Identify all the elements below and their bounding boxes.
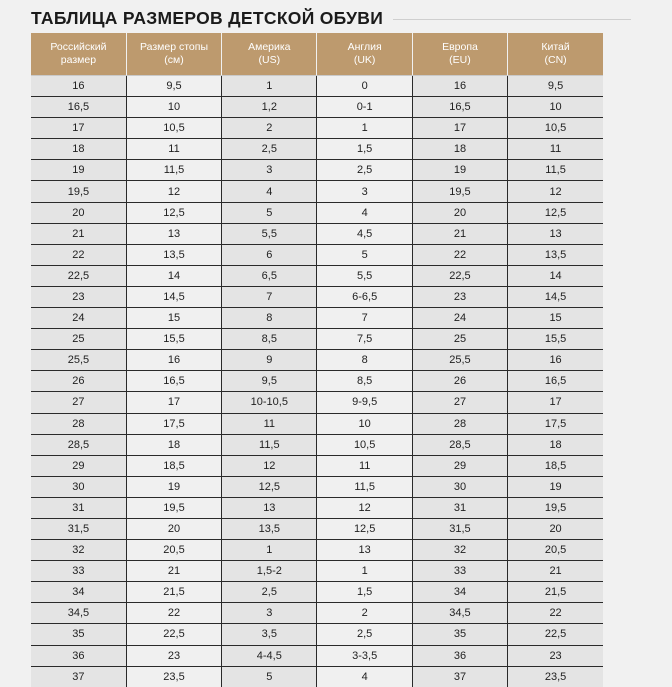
table-cell: 10,5 bbox=[508, 118, 603, 139]
table-cell: 37 bbox=[412, 666, 507, 687]
table-cell: 11,5 bbox=[222, 434, 317, 455]
table-cell: 23 bbox=[126, 645, 221, 666]
table-row bbox=[31, 540, 603, 561]
table-cell: 1 bbox=[222, 540, 317, 561]
table-cell: 2 bbox=[317, 603, 412, 624]
table-cell: 31,5 bbox=[412, 518, 507, 539]
table-row bbox=[31, 265, 603, 286]
table-cell: 16,5 bbox=[412, 97, 507, 118]
shoe-size-table bbox=[31, 33, 603, 687]
table-row bbox=[31, 561, 603, 582]
table-cell: 31 bbox=[31, 497, 126, 518]
table-row bbox=[31, 518, 603, 539]
table-cell: 0-1 bbox=[317, 97, 412, 118]
table-cell: 28,5 bbox=[412, 434, 507, 455]
table-cell: 9,5 bbox=[508, 76, 603, 97]
title-divider bbox=[393, 19, 631, 20]
table-cell: 22 bbox=[31, 244, 126, 265]
table-cell: 12 bbox=[126, 181, 221, 202]
table-cell: 23 bbox=[31, 286, 126, 307]
table-cell: 18,5 bbox=[126, 455, 221, 476]
table-cell: 19,5 bbox=[126, 497, 221, 518]
table-cell: 31 bbox=[412, 497, 507, 518]
table-cell: 4 bbox=[317, 202, 412, 223]
table-cell: 28 bbox=[412, 413, 507, 434]
table-cell: 13,5 bbox=[126, 244, 221, 265]
table-cell: 16 bbox=[508, 350, 603, 371]
table-cell: 11 bbox=[222, 413, 317, 434]
table-cell: 22 bbox=[412, 244, 507, 265]
column-header-subtitle: (см) bbox=[164, 54, 184, 66]
column-header-4 bbox=[317, 33, 412, 76]
table-cell: 12 bbox=[317, 497, 412, 518]
table-row bbox=[31, 160, 603, 181]
table-cell: 5 bbox=[222, 666, 317, 687]
table-cell: 30 bbox=[31, 476, 126, 497]
table-cell: 17,5 bbox=[508, 413, 603, 434]
table-cell: 16 bbox=[412, 76, 507, 97]
table-cell: 4-4,5 bbox=[222, 645, 317, 666]
table-cell: 17 bbox=[31, 118, 126, 139]
table-row bbox=[31, 582, 603, 603]
column-header-subtitle: (CN) bbox=[544, 54, 567, 66]
table-cell: 9-9,5 bbox=[317, 392, 412, 413]
column-header-title: Китай bbox=[541, 41, 570, 53]
table-row bbox=[31, 329, 603, 350]
table-cell: 26 bbox=[31, 371, 126, 392]
table-row bbox=[31, 286, 603, 307]
table-cell: 34,5 bbox=[31, 603, 126, 624]
table-cell: 11 bbox=[126, 139, 221, 160]
table-cell: 17 bbox=[126, 392, 221, 413]
table-cell: 11,5 bbox=[508, 160, 603, 181]
table-cell: 22,5 bbox=[31, 265, 126, 286]
table-cell: 17,5 bbox=[126, 413, 221, 434]
table-cell: 19,5 bbox=[31, 181, 126, 202]
table-cell: 9,5 bbox=[222, 371, 317, 392]
column-header-title: Америка bbox=[248, 41, 291, 53]
table-cell: 15 bbox=[126, 308, 221, 329]
table-cell: 28,5 bbox=[31, 434, 126, 455]
table-cell: 22 bbox=[508, 603, 603, 624]
table-cell: 22,5 bbox=[126, 624, 221, 645]
table-cell: 25 bbox=[412, 329, 507, 350]
table-cell: 21,5 bbox=[508, 582, 603, 603]
table-cell: 28 bbox=[31, 413, 126, 434]
table-row bbox=[31, 223, 603, 244]
table-row bbox=[31, 645, 603, 666]
column-header-3 bbox=[222, 33, 317, 76]
table-cell: 6 bbox=[222, 244, 317, 265]
table-cell: 14,5 bbox=[126, 286, 221, 307]
table-cell: 18 bbox=[126, 434, 221, 455]
table-cell: 1,5 bbox=[317, 582, 412, 603]
table-cell: 19 bbox=[126, 476, 221, 497]
table-cell: 12 bbox=[222, 455, 317, 476]
table-cell: 32 bbox=[31, 540, 126, 561]
table-cell: 21,5 bbox=[126, 582, 221, 603]
table-row bbox=[31, 76, 603, 97]
table-row bbox=[31, 413, 603, 434]
table-cell: 1,2 bbox=[222, 97, 317, 118]
table-cell: 13 bbox=[222, 497, 317, 518]
table-cell: 18,5 bbox=[508, 455, 603, 476]
table-cell: 3 bbox=[317, 181, 412, 202]
column-header-title: Размер стопы bbox=[139, 41, 208, 53]
table-cell: 23,5 bbox=[508, 666, 603, 687]
table-cell: 6,5 bbox=[222, 265, 317, 286]
table-cell: 3,5 bbox=[222, 624, 317, 645]
column-header-subtitle: (US) bbox=[258, 54, 281, 66]
table-row bbox=[31, 497, 603, 518]
table-cell: 11,5 bbox=[317, 476, 412, 497]
table-cell: 8 bbox=[222, 308, 317, 329]
table-cell: 27 bbox=[412, 392, 507, 413]
table-cell: 10 bbox=[317, 413, 412, 434]
table-cell: 15,5 bbox=[126, 329, 221, 350]
table-cell: 19 bbox=[508, 476, 603, 497]
table-cell: 8 bbox=[317, 350, 412, 371]
table-cell: 13 bbox=[126, 223, 221, 244]
table-body bbox=[31, 76, 603, 687]
table-cell: 13 bbox=[317, 540, 412, 561]
table-cell: 12,5 bbox=[222, 476, 317, 497]
table-row bbox=[31, 392, 603, 413]
table-row bbox=[31, 350, 603, 371]
table-cell: 15 bbox=[508, 308, 603, 329]
table-cell: 1 bbox=[317, 561, 412, 582]
table-cell: 21 bbox=[412, 223, 507, 244]
table-cell: 21 bbox=[31, 223, 126, 244]
table-cell: 34 bbox=[412, 582, 507, 603]
table-cell: 23 bbox=[508, 645, 603, 666]
table-cell: 19 bbox=[412, 160, 507, 181]
table-cell: 21 bbox=[126, 561, 221, 582]
table-row bbox=[31, 202, 603, 223]
table-cell: 30 bbox=[412, 476, 507, 497]
table-row bbox=[31, 244, 603, 265]
table-row bbox=[31, 308, 603, 329]
table-cell: 8,5 bbox=[317, 371, 412, 392]
table-cell: 20 bbox=[126, 518, 221, 539]
table-cell: 18 bbox=[412, 139, 507, 160]
table-row bbox=[31, 624, 603, 645]
table-cell: 29 bbox=[412, 455, 507, 476]
column-header-subtitle: размер bbox=[60, 54, 97, 66]
table-cell: 12,5 bbox=[317, 518, 412, 539]
table-cell: 10 bbox=[126, 97, 221, 118]
table-cell: 20 bbox=[412, 202, 507, 223]
table-cell: 16,5 bbox=[31, 97, 126, 118]
table-cell: 37 bbox=[31, 666, 126, 687]
table-cell: 4 bbox=[222, 181, 317, 202]
table-cell: 20,5 bbox=[508, 540, 603, 561]
table-cell: 4 bbox=[317, 666, 412, 687]
title-row bbox=[31, 6, 631, 30]
table-row bbox=[31, 118, 603, 139]
table-cell: 16,5 bbox=[508, 371, 603, 392]
table-row bbox=[31, 97, 603, 118]
table-cell: 31,5 bbox=[31, 518, 126, 539]
table-cell: 2,5 bbox=[317, 160, 412, 181]
table-cell: 7,5 bbox=[317, 329, 412, 350]
table-cell: 12 bbox=[508, 181, 603, 202]
table-cell: 20 bbox=[31, 202, 126, 223]
table-cell: 6-6,5 bbox=[317, 286, 412, 307]
table-cell: 25,5 bbox=[412, 350, 507, 371]
table-cell: 17 bbox=[412, 118, 507, 139]
table-header-row bbox=[31, 33, 603, 76]
table-cell: 17 bbox=[508, 392, 603, 413]
table-cell: 8,5 bbox=[222, 329, 317, 350]
table-cell: 10,5 bbox=[317, 434, 412, 455]
table-cell: 1 bbox=[317, 118, 412, 139]
table-cell: 2,5 bbox=[222, 139, 317, 160]
table-row bbox=[31, 603, 603, 624]
table-cell: 22,5 bbox=[412, 265, 507, 286]
table-row bbox=[31, 371, 603, 392]
table-cell: 18 bbox=[508, 434, 603, 455]
table-row bbox=[31, 455, 603, 476]
table-cell: 1,5 bbox=[317, 139, 412, 160]
table-header bbox=[31, 33, 603, 76]
column-header-2 bbox=[126, 33, 221, 76]
table-cell: 3 bbox=[222, 160, 317, 181]
table-cell: 14,5 bbox=[508, 286, 603, 307]
table-row bbox=[31, 476, 603, 497]
table-cell: 34 bbox=[31, 582, 126, 603]
column-header-1 bbox=[31, 33, 126, 76]
table-cell: 11,5 bbox=[126, 160, 221, 181]
table-cell: 36 bbox=[31, 645, 126, 666]
table-cell: 21 bbox=[508, 561, 603, 582]
table-cell: 26 bbox=[412, 371, 507, 392]
table-cell: 20 bbox=[508, 518, 603, 539]
column-header-subtitle: (UK) bbox=[353, 54, 376, 66]
column-header-title: Европа bbox=[442, 41, 478, 53]
table-cell: 11 bbox=[317, 455, 412, 476]
table-cell: 22,5 bbox=[508, 624, 603, 645]
table-cell: 34,5 bbox=[412, 603, 507, 624]
table-cell: 5 bbox=[317, 244, 412, 265]
table-cell: 1,5-2 bbox=[222, 561, 317, 582]
table-cell: 36 bbox=[412, 645, 507, 666]
table-cell: 27 bbox=[31, 392, 126, 413]
table-cell: 5 bbox=[222, 202, 317, 223]
table-cell: 10,5 bbox=[126, 118, 221, 139]
table-cell: 13,5 bbox=[508, 244, 603, 265]
table-cell: 24 bbox=[412, 308, 507, 329]
table-row bbox=[31, 181, 603, 202]
table-cell: 24 bbox=[31, 308, 126, 329]
table-cell: 3 bbox=[222, 603, 317, 624]
table-cell: 12,5 bbox=[508, 202, 603, 223]
page-title: ТАБЛИЦА РАЗМЕРОВ ДЕТСКОЙ ОБУВИ bbox=[31, 8, 384, 28]
table-cell: 35 bbox=[31, 624, 126, 645]
table-cell: 25,5 bbox=[31, 350, 126, 371]
table-cell: 19,5 bbox=[508, 497, 603, 518]
table-cell: 0 bbox=[317, 76, 412, 97]
table-cell: 20,5 bbox=[126, 540, 221, 561]
table-cell: 4,5 bbox=[317, 223, 412, 244]
table-cell: 18 bbox=[31, 139, 126, 160]
table-cell: 2,5 bbox=[222, 582, 317, 603]
table-cell: 19,5 bbox=[412, 181, 507, 202]
table-cell: 23 bbox=[412, 286, 507, 307]
table-cell: 22 bbox=[126, 603, 221, 624]
table-row bbox=[31, 434, 603, 455]
table-cell: 3-3,5 bbox=[317, 645, 412, 666]
column-header-title: Англия bbox=[347, 41, 382, 53]
table-cell: 16 bbox=[126, 350, 221, 371]
table-cell: 5,5 bbox=[317, 265, 412, 286]
table-cell: 15,5 bbox=[508, 329, 603, 350]
table-row bbox=[31, 666, 603, 687]
column-header-title: Российский bbox=[50, 41, 107, 53]
table-cell: 9,5 bbox=[126, 76, 221, 97]
table-cell: 35 bbox=[412, 624, 507, 645]
table-cell: 12,5 bbox=[126, 202, 221, 223]
table-cell: 13,5 bbox=[222, 518, 317, 539]
table-cell: 14 bbox=[126, 265, 221, 286]
table-cell: 29 bbox=[31, 455, 126, 476]
table-cell: 32 bbox=[412, 540, 507, 561]
table-row bbox=[31, 139, 603, 160]
table-cell: 14 bbox=[508, 265, 603, 286]
table-cell: 25 bbox=[31, 329, 126, 350]
table-cell: 10 bbox=[508, 97, 603, 118]
table-cell: 19 bbox=[31, 160, 126, 181]
column-header-subtitle: (EU) bbox=[449, 54, 471, 66]
table-cell: 1 bbox=[222, 76, 317, 97]
table-cell: 23,5 bbox=[126, 666, 221, 687]
table-cell: 33 bbox=[412, 561, 507, 582]
table-cell: 16 bbox=[31, 76, 126, 97]
table-cell: 2,5 bbox=[317, 624, 412, 645]
table-cell: 33 bbox=[31, 561, 126, 582]
table-cell: 11 bbox=[508, 139, 603, 160]
table-cell: 10-10,5 bbox=[222, 392, 317, 413]
table-cell: 7 bbox=[317, 308, 412, 329]
table-cell: 16,5 bbox=[126, 371, 221, 392]
column-header-5 bbox=[412, 33, 507, 76]
table-cell: 9 bbox=[222, 350, 317, 371]
table-cell: 7 bbox=[222, 286, 317, 307]
table-cell: 5,5 bbox=[222, 223, 317, 244]
column-header-6 bbox=[508, 33, 603, 76]
table-cell: 2 bbox=[222, 118, 317, 139]
table-cell: 13 bbox=[508, 223, 603, 244]
